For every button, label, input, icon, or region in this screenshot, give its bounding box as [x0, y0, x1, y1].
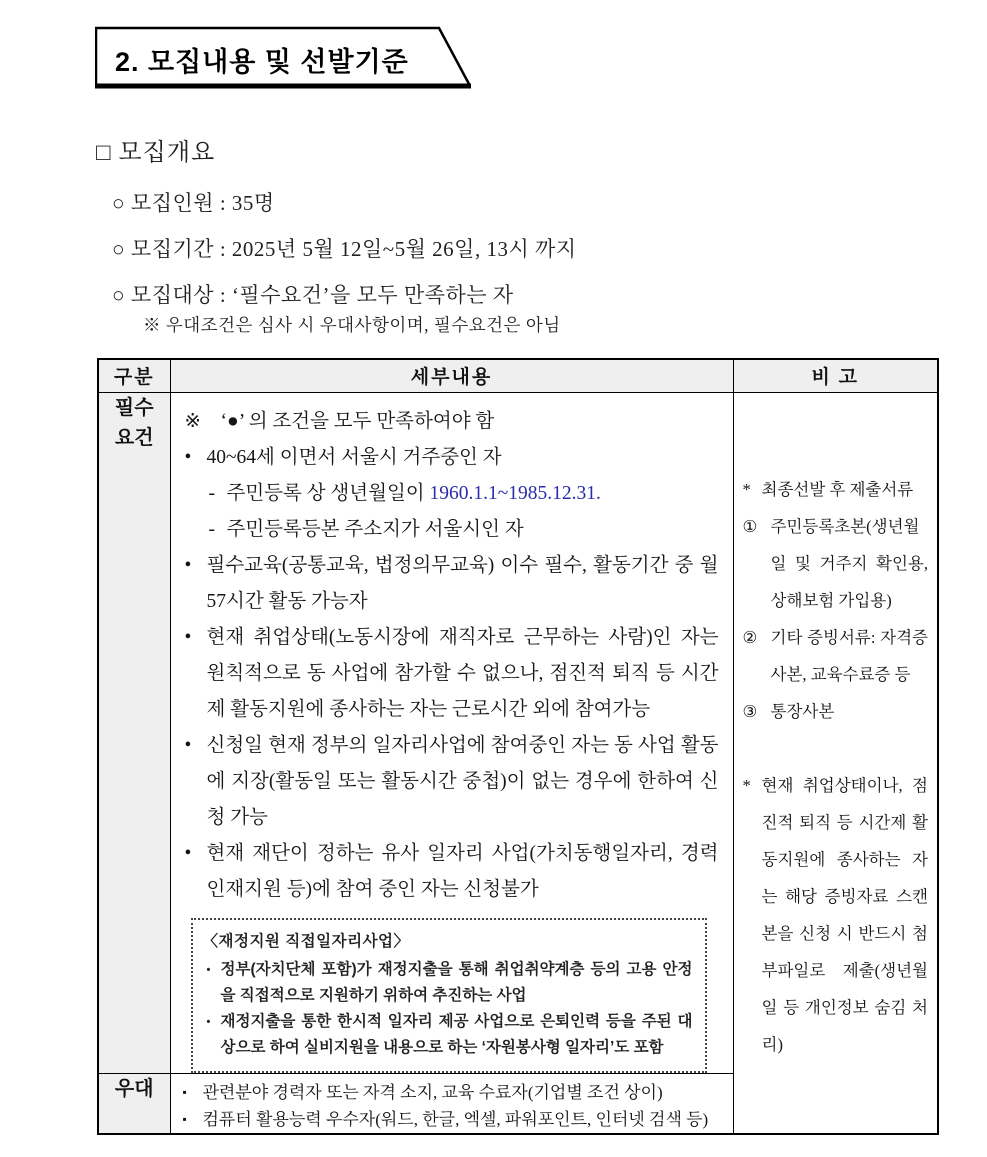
bullet-icon: • — [184, 842, 192, 864]
detail-item-similar-program: • 현재 재단이 정하는 유사 일자리 사업(가치동행일자리, 경력 인재지원 등)에 참여 중인 자는 신청불가 — [185, 836, 719, 908]
overview-item-period: ○ 모집기간 : 2025년 5월 12일~5월 26일, 13시 까지 — [112, 237, 577, 261]
bullet-icon: • — [206, 963, 211, 976]
birthdate-range: 1960.1.1~1985.12.31. — [429, 482, 601, 504]
required-row — [98, 392, 938, 1073]
bullet-icon: • — [184, 554, 192, 576]
remarks-submit-docs: * 최종선발 후 제출서류 — [743, 471, 929, 508]
info-box-item: • 정부(자치단체 포함)가 재정지출을 통해 취업취약계층 등의 고용 안정을 직접적으로 지원하기 위하여 추진하는 사업 — [203, 957, 693, 1009]
detail-item-gov-program: • 신청일 현재 정부의 일자리사업에 참여중인 자는 동 사업 활동에 지장(활동일 또는 활동시간 중첩)이 없는 경우에 한하여 신청 가능 — [185, 728, 719, 836]
title-banner — [95, 26, 477, 90]
circled-three-icon: ③ — [742, 701, 758, 721]
recruitment-criteria-table — [97, 358, 939, 1135]
preferred-item-experience: ▪ 관련분야 경력자 또는 자격 소지, 교육 수료자(기업별 조건 상이) — [181, 1079, 723, 1106]
info-box-item: • 재정지출을 통한 한시적 일자리 제공 사업으로 은퇴인력 등을 주된 대상으로 하여 실비지원을 내용으로 하는 ‘자원봉사형 일자리’도 포함 — [203, 1009, 693, 1061]
square-bullet-icon: ▪ — [182, 1111, 187, 1126]
square-bullet-icon: ▪ — [182, 1084, 187, 1099]
remarks-doc-3: ③ 통장사본 — [743, 693, 929, 730]
overview-item-target: ○ 모집대상 : ‘필수요건’을 모두 만족하는 자 — [112, 283, 514, 307]
bullet-icon: • — [206, 1015, 211, 1028]
remarks-cell — [733, 392, 938, 1134]
asterisk-mark: * — [742, 479, 751, 499]
remarks-doc-1: ① 주민등록초본(생년월일 및 거주지 확인용, 상해보험 가입용) — [743, 508, 929, 619]
detail-item-employment: • 현재 취업상태(노동시장에 재직자로 근무하는 사람)인 자는 원칙적으로 동 사업에 참가할 수 없으나, 점진적 퇴직 등 시간제 활동지원에 종사하는 자는 근로시간 외에 참여가능 — [185, 620, 719, 728]
overview-note: ※ 우대조건은 심사 시 우대사항이며, 필수요건은 아님 — [143, 315, 561, 335]
bullet-icon: • — [184, 446, 192, 468]
circled-one-icon: ① — [742, 516, 758, 536]
info-box-title: 〈재정지원 직접일자리사업〉 — [202, 932, 410, 950]
required-label-line2: 요건 — [114, 426, 154, 449]
remarks-spacer — [743, 730, 929, 767]
header-cell-remarks: 비 고 — [733, 359, 938, 392]
required-detail-cell — [170, 392, 733, 1073]
header-cell-category: 구분 — [98, 359, 170, 392]
detail-item-age: • 40~64세 이면서 서울시 거주중인 자 — [185, 440, 719, 476]
reference-mark: ※ — [184, 410, 201, 432]
detail-subitem-address: - 주민등록등본 주소지가 서울시인 자 — [209, 512, 719, 548]
preferred-label-cell: 우대 — [98, 1073, 170, 1134]
bullet-icon: • — [184, 626, 192, 648]
overview-item-count: ○ 모집인원 : 35명 — [112, 191, 275, 215]
overview-list — [112, 180, 577, 318]
detail-note: ※ ‘●’ 의 조건을 모두 만족하여야 함 — [185, 404, 719, 440]
required-label-cell — [98, 392, 170, 1073]
remarks-employment-proof: * 현재 취업상태이나, 점진적 퇴직 등 시간제 활동지원에 종사하는 자는 해당 증빙자료 스캔본을 신청 시 반드시 첨부파일로 제출(생년월일 등 개인정보 숨김 처리) — [743, 767, 929, 1063]
remarks-doc-2: ② 기타 증빙서류: 자격증 사본, 교육수료증 등 — [743, 619, 929, 693]
page-title: 2. 모집내용 및 선발기준 — [115, 47, 409, 77]
asterisk-mark: * — [742, 775, 751, 795]
dash-icon: - — [208, 482, 215, 504]
info-box-direct-job-program — [191, 918, 707, 1073]
header-cell-details: 세부내용 — [170, 359, 733, 392]
detail-item-education: • 필수교육(공통교육, 법정의무교육) 이수 필수, 활동기간 중 월 57시간 활동 가능자 — [185, 548, 719, 620]
table-header-row — [98, 359, 938, 392]
preferred-detail-cell — [170, 1073, 733, 1134]
section-heading: □ 모집개요 — [96, 140, 216, 166]
required-label-line1: 필수 — [114, 396, 154, 419]
bullet-icon: • — [184, 734, 192, 756]
preferred-item-computer: ▪ 컴퓨터 활용능력 우수자(워드, 한글, 엑셀, 파워포인트, 인터넷 검색 등) — [181, 1106, 723, 1133]
dash-icon: - — [208, 518, 215, 540]
circled-two-icon: ② — [742, 627, 758, 647]
detail-subitem-birthdate: - 주민등록 상 생년월일이 1960.1.1~1985.12.31. — [209, 476, 719, 512]
